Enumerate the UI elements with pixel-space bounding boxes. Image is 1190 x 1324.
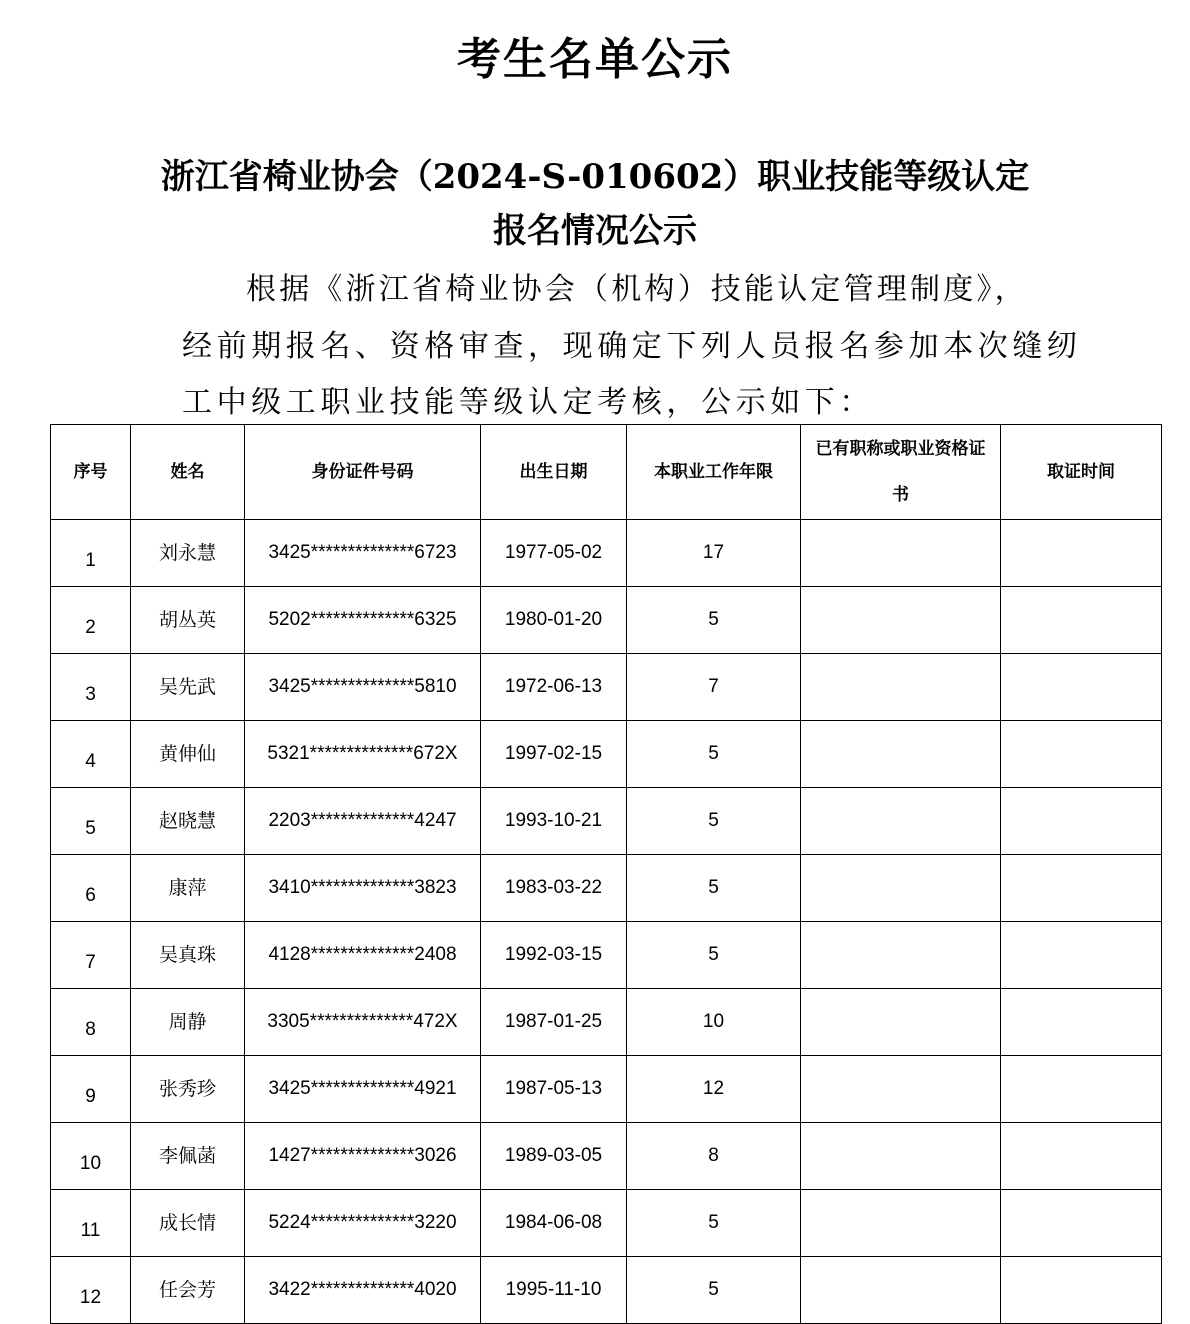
cell-id-number: 5224**************3220 (245, 1190, 481, 1257)
cell-num: 4 (51, 721, 131, 788)
cell-certificate (801, 654, 1001, 721)
cell-issue-date (1001, 654, 1162, 721)
cell-id-number: 5321**************672X (245, 721, 481, 788)
candidate-table (50, 424, 1162, 1324)
table-row (51, 1190, 1162, 1257)
table-row (51, 989, 1162, 1056)
cell-issue-date (1001, 1123, 1162, 1190)
cell-birth-date: 1977-05-02 (481, 520, 627, 587)
cell-certificate (801, 922, 1001, 989)
cell-birth-date: 1984-06-08 (481, 1190, 627, 1257)
cell-id-number: 3425**************4921 (245, 1056, 481, 1123)
cell-work-years: 5 (627, 1190, 801, 1257)
cell-issue-date (1001, 520, 1162, 587)
cell-num: 2 (51, 587, 131, 654)
cell-id-number: 3422**************4020 (245, 1257, 481, 1324)
cell-name: 胡丛英 (131, 587, 245, 654)
cell-certificate (801, 855, 1001, 922)
cell-name: 赵晓慧 (131, 788, 245, 855)
header-id: 身份证件号码 (245, 425, 481, 520)
cell-birth-date: 1972-06-13 (481, 654, 627, 721)
table-row (51, 587, 1162, 654)
table-row (51, 855, 1162, 922)
cell-work-years: 7 (627, 654, 801, 721)
cell-certificate (801, 989, 1001, 1056)
cell-issue-date (1001, 922, 1162, 989)
cell-birth-date: 1980-01-20 (481, 587, 627, 654)
cell-work-years: 12 (627, 1056, 801, 1123)
cell-name: 黄伸仙 (131, 721, 245, 788)
cell-issue-date (1001, 989, 1162, 1056)
table-body (51, 520, 1162, 1324)
cell-num: 9 (51, 1056, 131, 1123)
cell-work-years: 5 (627, 922, 801, 989)
cell-certificate (801, 520, 1001, 587)
cell-num: 1 (51, 520, 131, 587)
cell-birth-date: 1993-10-21 (481, 788, 627, 855)
intro-paragraph-line-1: 根据《浙江省椅业协会（机构）技能认定管理制度》， (246, 272, 1028, 307)
cell-name: 成长情 (131, 1190, 245, 1257)
cell-work-years: 17 (627, 520, 801, 587)
cell-work-years: 5 (627, 855, 801, 922)
cell-work-years: 10 (627, 989, 801, 1056)
cell-work-years: 5 (627, 1257, 801, 1324)
cell-id-number: 4128**************2408 (245, 922, 481, 989)
cell-work-years: 5 (627, 721, 801, 788)
cell-name: 张秀珍 (131, 1056, 245, 1123)
cell-birth-date: 1989-03-05 (481, 1123, 627, 1190)
table-row (51, 788, 1162, 855)
header-cert-label: 已有职称或职业资格证书 (815, 439, 986, 505)
cell-work-years: 8 (627, 1123, 801, 1190)
cell-birth-date: 1987-05-13 (481, 1056, 627, 1123)
cell-issue-date (1001, 1056, 1162, 1123)
cell-issue-date (1001, 855, 1162, 922)
intro-paragraph-line-2: 经前期报名、资格审查，现确定下列人员报名参加本次缝纫 (182, 329, 1082, 364)
cell-num: 6 (51, 855, 131, 922)
cell-birth-date: 1983-03-22 (481, 855, 627, 922)
cell-id-number: 3425**************5810 (245, 654, 481, 721)
cell-work-years: 5 (627, 788, 801, 855)
table-row (51, 654, 1162, 721)
cell-birth-date: 1992-03-15 (481, 922, 627, 989)
cell-name: 康萍 (131, 855, 245, 922)
cell-birth-date: 1987-01-25 (481, 989, 627, 1056)
table-row (51, 1056, 1162, 1123)
header-cert (801, 425, 1001, 520)
cell-id-number: 5202**************6325 (245, 587, 481, 654)
cell-id-number: 3305**************472X (245, 989, 481, 1056)
table-header-row (51, 425, 1162, 520)
cell-issue-date (1001, 788, 1162, 855)
cell-work-years: 5 (627, 587, 801, 654)
table-row (51, 1257, 1162, 1324)
cell-id-number: 2203**************4247 (245, 788, 481, 855)
intro-paragraph-line-3: 工中级工职业技能等级认定考核，公示如下： (182, 385, 874, 420)
table-row (51, 721, 1162, 788)
subtitle-line-2: 报名情况公示 (493, 211, 697, 251)
cell-num: 10 (51, 1123, 131, 1190)
cell-birth-date: 1997-02-15 (481, 721, 627, 788)
page-title: 考生名单公示 (457, 34, 733, 85)
header-years: 本职业工作年限 (627, 425, 801, 520)
cell-num: 8 (51, 989, 131, 1056)
cell-issue-date (1001, 1190, 1162, 1257)
cell-num: 7 (51, 922, 131, 989)
cell-name: 吴真珠 (131, 922, 245, 989)
cell-num: 5 (51, 788, 131, 855)
header-dob: 出生日期 (481, 425, 627, 520)
header-issue: 取证时间 (1001, 425, 1162, 520)
table-row (51, 1123, 1162, 1190)
cell-num: 3 (51, 654, 131, 721)
cell-id-number: 3410**************3823 (245, 855, 481, 922)
cell-issue-date (1001, 1257, 1162, 1324)
cell-certificate (801, 1190, 1001, 1257)
cell-id-number: 3425**************6723 (245, 520, 481, 587)
cell-issue-date (1001, 587, 1162, 654)
cell-name: 刘永慧 (131, 520, 245, 587)
header-num: 序号 (51, 425, 131, 520)
cell-certificate (801, 788, 1001, 855)
cell-name: 任会芳 (131, 1257, 245, 1324)
cell-certificate (801, 1056, 1001, 1123)
cell-name: 周静 (131, 989, 245, 1056)
table-row (51, 520, 1162, 587)
cell-num: 12 (51, 1257, 131, 1324)
cell-birth-date: 1995-11-10 (481, 1257, 627, 1324)
cell-certificate (801, 1257, 1001, 1324)
table-row (51, 922, 1162, 989)
cell-certificate (801, 721, 1001, 788)
cell-certificate (801, 1123, 1001, 1190)
cell-name: 李佩菡 (131, 1123, 245, 1190)
cell-name: 吴先武 (131, 654, 245, 721)
cell-id-number: 1427**************3026 (245, 1123, 481, 1190)
subtitle-line-1: 浙江省椅业协会（2024-S-010602）职业技能等级认定 (160, 157, 1030, 197)
cell-issue-date (1001, 721, 1162, 788)
cell-num: 11 (51, 1190, 131, 1257)
cell-certificate (801, 587, 1001, 654)
header-name: 姓名 (131, 425, 245, 520)
